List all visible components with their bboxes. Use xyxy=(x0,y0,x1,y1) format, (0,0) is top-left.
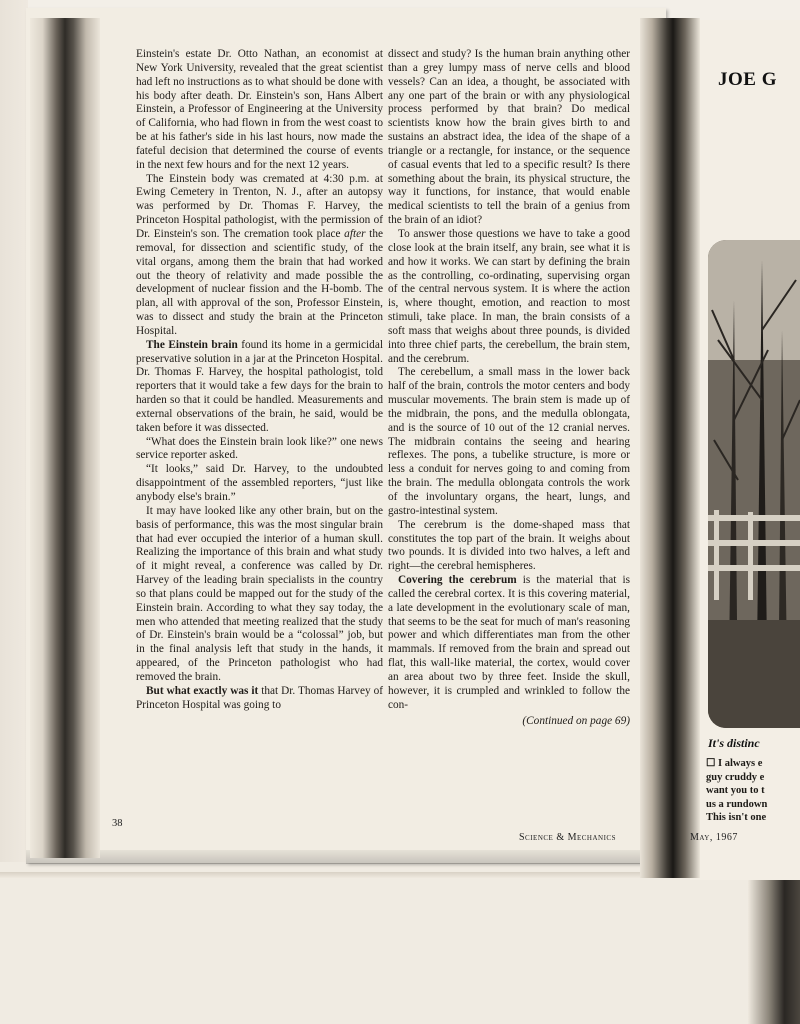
paragraph-lead: Covering the cerebrum xyxy=(398,574,517,587)
right-page-edge-shadow xyxy=(748,876,800,1024)
left-page-bottom-shadow xyxy=(26,850,666,864)
paragraph: “What does the Einstein brain look like?” one news service reporter asked. xyxy=(136,435,383,462)
paragraph: To answer those questions we have to take a good close look at the brain itself, any brain, see what it is and how it works. We can start by defining the brain as the controlling, co-ordinating, supervising organ of the central nervous system. It is where the action is, where thought, emotion, and reaction to most stimuli, take place. In man, the brain consists of a soft mass that weighs about three pounds, is divided into three chief parts, the cerebellum, the brain stem, and the cerebrum. xyxy=(388,227,630,365)
right-page-line: ☐ I always e xyxy=(706,758,763,769)
binding-gutter-right xyxy=(640,18,700,878)
continued-note: (Continued on page 69) xyxy=(522,714,630,727)
paragraph: Einstein's estate Dr. Otto Nathan, an economist at New York University, revealed that the great scientist had left no instructions as to what should be done with his body after death. Dr. Einstein's son, Hans Albert Einstein, a Professor of Engineering at the University of California, who had flown in from the west coast to be at his father's side in his last hours, now made the fateful decision that determined the course of events in the next few hours and for the next 12 years. xyxy=(136,48,383,171)
article-column-1 xyxy=(136,48,383,713)
paragraph: The Einstein body was cremated at 4:30 p.m. at Ewing Cemetery in Trenton, N. J., after an autopsy was performed by Dr. Thomas F. Harvey, the Princeton Hospital pathologist, with the permission of Dr. Einstein's son. The cremation took place after the removal, for dissection and scientific study, of the vital organs, among them the brain that had worked out the theory of relativity and made possible the development of nuclear fission and the H-bomb. The plan, all with approval of the son, Professor Einstein, was to dissect and study the brain at the Princeton Hospital. xyxy=(136,172,383,337)
paragraph: The cerebrum is the dome-shaped mass that constitutes the top part of the brain. It weighs about two pounds. It is divided into two halves, a left and right—the cerebral hemispheres. xyxy=(388,518,630,573)
right-page-line: want you to t xyxy=(706,785,765,796)
underlying-page xyxy=(0,862,800,1024)
paragraph: “It looks,” said Dr. Harvey, to the undoubted disappointment of the assembled reporters, “just like anybody else's brain.” xyxy=(136,463,383,503)
paragraph: It may have looked like any other brain, but on the basis of performance, this was the most singular brain that had ever occupied the interior of a human skull. Realizing the importance of this brain and what study of it might reveal, a conference was called by Dr. Harvey of the leading brain specialists in the country so that plans could be mapped out for the study of the Einstein brain. According to what they say today, the men who attended that meeting realized that the study of Dr. Einstein's brain would be a “colossal” job, but in the final analysis left that study in the hands, it appeared, of the Princeton pathologist who had removed the brain. xyxy=(136,504,383,683)
right-page-photo xyxy=(708,240,800,728)
paragraph: The Einstein brain found its home in a germicidal preservative solution in a jar at the Princeton Hospital. Dr. Thomas F. Harvey, the hospital pathologist, told reporters that it would take a few days for the brain to harden so that it could be handled. Measurements and external observations of the brain, he said, would be taken before it was dissected. xyxy=(136,338,383,434)
right-page-line: This isn't one xyxy=(706,812,767,823)
paragraph: dissect and study? Is the human brain anything other than a grey lumpy mass of nerve cells and blood vessels? Can an idea, a thought, be associated with any one part of the brain or with any physiological process performed by that brain? Do medical scientists know how the brain gives birth to and sustains an abstract idea, the idea of the shape of a triangle or a rectangle, for instance, or the sequence of casual events that led to a specific result? Is there something about the brain, its physical structure, the way it functions, for instance, that would enable medical scientists to tell the brain of a genius from the brain of an idiot? xyxy=(388,48,630,227)
right-page-headline: JOE G xyxy=(718,69,777,90)
binding-gutter-left xyxy=(30,18,100,858)
right-page-line: us a rundown xyxy=(706,798,768,810)
paragraph: The cerebellum, a small mass in the lower back half of the brain, controls the motor centers and body muscular movements. The brain stem is made up of the midbrain, the pons, and the medulla oblongata, and is the source of 10 out of the 12 cranial nerves. The midbrain contains the seeing and hearing reflexes. The pons, a tubelike structure, is more or less a conduit for nerves going to and coming from the brain. The medulla oblongata controls the work of the involuntary organs, the heart, lungs, and gastro-intestinal system. xyxy=(388,366,630,517)
magazine-name-footer: Science & Mechanics xyxy=(518,832,616,843)
paragraph: Covering the cerebrum is the material that is called the cerebral cortex. It is this covering material, a late development in the evolutionary scale of man, that seems to be the seat for much of man's reasoning power and which differentiates man from the other mammals. If removed from the brain and spread out flat, this wall-like material, the cortex, would cover an area about two by three feet. Inside the skull, however, it is crumpled and wrinkled to follow the con- xyxy=(388,574,630,711)
paragraph-lead: But what exactly was it xyxy=(146,684,259,697)
paragraph-lead: The Einstein brain xyxy=(146,338,238,351)
right-page-line: guy cruddy e xyxy=(706,771,765,783)
right-page-text xyxy=(706,757,800,825)
tree-fence-photo-icon xyxy=(708,240,800,728)
paragraph: But what exactly was it that Dr. Thomas Harvey of Princeton Hospital was going to xyxy=(136,684,383,711)
right-page-date: May, 1967 xyxy=(690,832,738,843)
right-page-subhead: It's distinc xyxy=(708,736,760,750)
page-number: 38 xyxy=(112,818,123,829)
article-column-2 xyxy=(388,48,630,728)
